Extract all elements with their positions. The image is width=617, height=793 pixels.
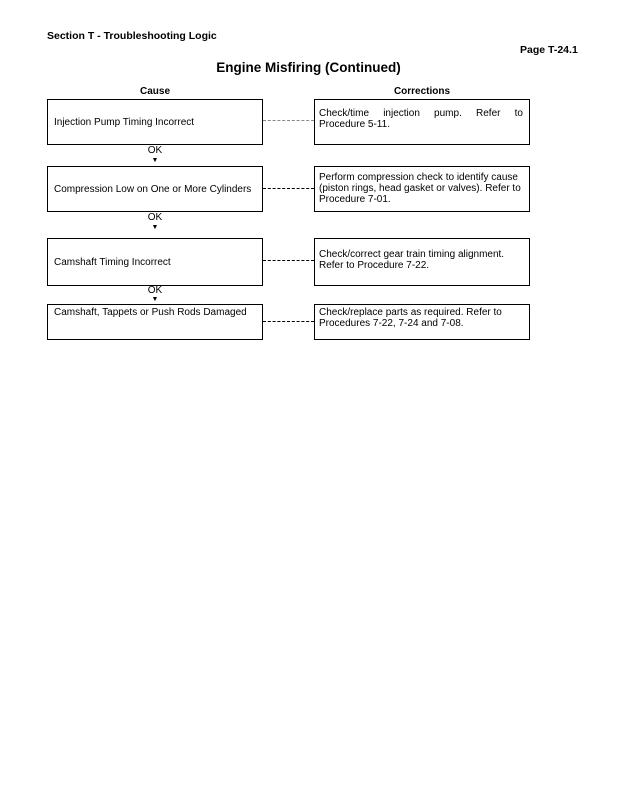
down-arrow-icon: ▼ [151,224,159,231]
ok-label: OK [147,145,163,156]
corrections-column-header: Corrections [393,86,451,97]
dashed-connector [263,321,314,322]
ok-label: OK [147,285,163,296]
cause-box-camshaft-timing [47,238,263,286]
cause-box-camshaft-tappets-push-rods [47,304,263,340]
correction-text: Perform compression check to identify cause (piston rings, head gasket or valves). Refer to Procedure 7-01. [319,172,521,205]
page-number: Page T-24.1 [520,44,578,56]
down-arrow-icon: ▼ [151,157,159,164]
dashed-connector [263,120,314,121]
cause-box-compression-low [47,166,263,212]
cause-text: Camshaft Timing Incorrect [54,256,171,268]
correction-box-injection-pump-timing [314,99,530,145]
correction-text-line: Check/time injection pump. Refer to [319,108,523,119]
page-title: Engine Misfiring (Continued) [216,60,401,75]
cause-text: Compression Low on One or More Cylinders [54,183,252,195]
down-arrow-icon: ▼ [151,296,159,303]
correction-text-line: Procedure 5-11. [319,119,390,130]
cause-column-header: Cause [139,86,170,97]
dashed-connector [263,188,314,189]
section-title: Section T - Troubleshooting Logic [47,30,217,42]
cause-box-injection-pump-timing [47,99,263,145]
dashed-connector [263,260,314,261]
correction-box-camshaft-timing [314,238,530,286]
correction-box-camshaft-tappets-push-rods [314,304,530,340]
correction-text: Check/correct gear train timing alignment. Refer to Procedure 7-22. [319,249,505,271]
cause-text: Camshaft, Tappets or Push Rods Damaged [54,307,247,318]
correction-box-compression-low [314,166,530,212]
correction-text: Check/replace parts as required. Refer to Procedures 7-22, 7-24 and 7-08. [319,307,502,329]
cause-text: Injection Pump Timing Incorrect [54,116,195,128]
ok-label: OK [147,212,163,223]
